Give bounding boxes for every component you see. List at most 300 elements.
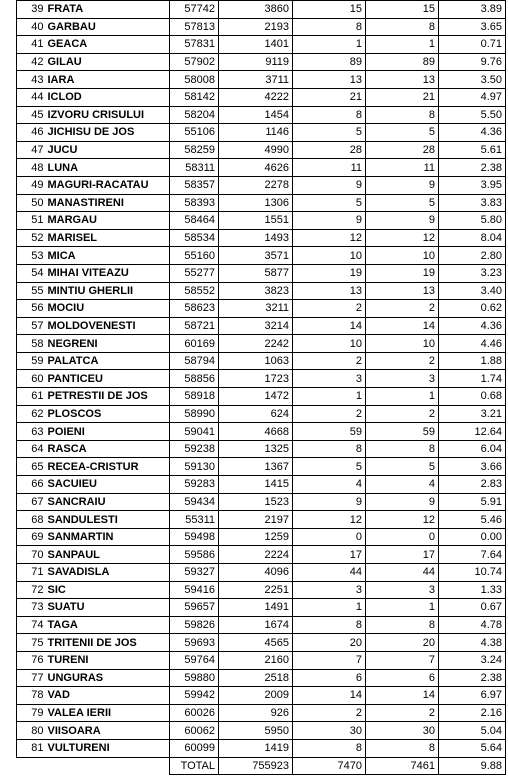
row-number: 61 <box>17 388 46 406</box>
value-a: 8 <box>293 18 366 36</box>
value-b: 30 <box>366 722 439 740</box>
row-number: 43 <box>17 71 46 89</box>
value-a: 6 <box>293 669 366 687</box>
locality-code: 60099 <box>170 739 219 757</box>
value-a: 44 <box>293 564 366 582</box>
locality-name: SANCRAIU <box>46 493 170 511</box>
locality-name: VULTURENI <box>46 739 170 757</box>
table-row <box>17 704 506 722</box>
locality-code: 58552 <box>170 282 219 300</box>
ratio: 1.88 <box>439 352 506 370</box>
row-number: 59 <box>17 352 46 370</box>
locality-code: 59693 <box>170 634 219 652</box>
population: 1367 <box>219 458 293 476</box>
value-b: 3 <box>366 581 439 599</box>
row-number: 39 <box>17 1 46 19</box>
locality-name: SIC <box>46 581 170 599</box>
row-number: 45 <box>17 106 46 124</box>
value-b: 12 <box>366 511 439 529</box>
row-number: 77 <box>17 669 46 687</box>
locality-name: VALEA IERII <box>46 704 170 722</box>
value-b: 9 <box>366 212 439 230</box>
row-number: 53 <box>17 247 46 265</box>
value-a: 1 <box>293 36 366 54</box>
locality-name: RECEA-CRISTUR <box>46 458 170 476</box>
table-row <box>17 317 506 335</box>
table-row <box>17 511 506 529</box>
locality-code: 58311 <box>170 159 219 177</box>
value-a: 12 <box>293 229 366 247</box>
value-b: 0 <box>366 528 439 546</box>
value-a: 2 <box>293 704 366 722</box>
value-b: 14 <box>366 317 439 335</box>
table-row <box>17 352 506 370</box>
locality-code: 57813 <box>170 18 219 36</box>
row-number: 71 <box>17 564 46 582</box>
population: 2193 <box>219 18 293 36</box>
ratio: 2.38 <box>439 159 506 177</box>
value-b: 6 <box>366 669 439 687</box>
value-b: 8 <box>366 739 439 757</box>
locality-code: 58918 <box>170 388 219 406</box>
value-b: 59 <box>366 423 439 441</box>
population: 2278 <box>219 176 293 194</box>
locality-code: 60026 <box>170 704 219 722</box>
value-a: 10 <box>293 335 366 353</box>
value-b: 89 <box>366 53 439 71</box>
locality-name: RASCA <box>46 440 170 458</box>
row-number: 54 <box>17 264 46 282</box>
value-b: 13 <box>366 282 439 300</box>
ratio: 5.61 <box>439 141 506 159</box>
population: 4990 <box>219 141 293 159</box>
ratio: 3.66 <box>439 458 506 476</box>
row-number: 64 <box>17 440 46 458</box>
value-a: 5 <box>293 124 366 142</box>
table-row <box>17 546 506 564</box>
population: 2242 <box>219 335 293 353</box>
row-number: 47 <box>17 141 46 159</box>
population: 9119 <box>219 53 293 71</box>
ratio: 12.64 <box>439 423 506 441</box>
locality-code: 59880 <box>170 669 219 687</box>
value-b: 8 <box>366 440 439 458</box>
value-a: 8 <box>293 106 366 124</box>
locality-code: 59283 <box>170 476 219 494</box>
ratio: 2.38 <box>439 669 506 687</box>
value-a: 13 <box>293 282 366 300</box>
population: 1491 <box>219 599 293 617</box>
total-ratio: 9.88 <box>439 757 506 775</box>
value-b: 2 <box>366 405 439 423</box>
value-b: 13 <box>366 71 439 89</box>
value-b: 8 <box>366 18 439 36</box>
ratio: 5.80 <box>439 212 506 230</box>
row-number: 41 <box>17 36 46 54</box>
locality-name: TAGA <box>46 616 170 634</box>
row-number: 81 <box>17 739 46 757</box>
row-number: 63 <box>17 423 46 441</box>
table-row <box>17 493 506 511</box>
population: 3711 <box>219 71 293 89</box>
locality-name: PETRESTII DE JOS <box>46 388 170 406</box>
ratio: 4.46 <box>439 335 506 353</box>
row-number: 78 <box>17 687 46 705</box>
ratio: 6.97 <box>439 687 506 705</box>
locality-code: 55160 <box>170 247 219 265</box>
locality-code: 58259 <box>170 141 219 159</box>
ratio: 3.40 <box>439 282 506 300</box>
locality-name: MOLDOVENESTI <box>46 317 170 335</box>
value-a: 21 <box>293 88 366 106</box>
value-b: 4 <box>366 476 439 494</box>
locality-code: 59498 <box>170 528 219 546</box>
locality-code: 58990 <box>170 405 219 423</box>
locality-name: MARISEL <box>46 229 170 247</box>
table-row <box>17 194 506 212</box>
value-b: 15 <box>366 1 439 19</box>
table-row <box>17 440 506 458</box>
ratio: 1.33 <box>439 581 506 599</box>
row-number: 74 <box>17 616 46 634</box>
ratio: 2.80 <box>439 247 506 265</box>
locality-code: 59826 <box>170 616 219 634</box>
ratio: 5.46 <box>439 511 506 529</box>
value-b: 3 <box>366 370 439 388</box>
ratio: 5.64 <box>439 739 506 757</box>
value-a: 8 <box>293 440 366 458</box>
row-number: 58 <box>17 335 46 353</box>
locality-name: GARBAU <box>46 18 170 36</box>
ratio: 3.23 <box>439 264 506 282</box>
population: 1523 <box>219 493 293 511</box>
locality-name: NEGRENI <box>46 335 170 353</box>
row-number: 46 <box>17 124 46 142</box>
locality-code: 57742 <box>170 1 219 19</box>
row-number: 65 <box>17 458 46 476</box>
population: 1415 <box>219 476 293 494</box>
population: 1454 <box>219 106 293 124</box>
locality-name: PALATCA <box>46 352 170 370</box>
table-row <box>17 159 506 177</box>
ratio: 0.62 <box>439 300 506 318</box>
value-a: 12 <box>293 511 366 529</box>
table-row <box>17 528 506 546</box>
table-row <box>17 739 506 757</box>
data-table <box>16 0 506 775</box>
value-b: 2 <box>366 300 439 318</box>
ratio: 4.36 <box>439 317 506 335</box>
row-number: 68 <box>17 511 46 529</box>
ratio: 5.91 <box>439 493 506 511</box>
table-row <box>17 599 506 617</box>
locality-name: MANASTIRENI <box>46 194 170 212</box>
table-row <box>17 229 506 247</box>
population: 4668 <box>219 423 293 441</box>
ratio: 6.04 <box>439 440 506 458</box>
locality-name: PLOSCOS <box>46 405 170 423</box>
total-col-b: 7461 <box>366 757 439 775</box>
row-number: 56 <box>17 300 46 318</box>
locality-code: 59327 <box>170 564 219 582</box>
row-number: 51 <box>17 212 46 230</box>
value-a: 89 <box>293 53 366 71</box>
ratio: 9.76 <box>439 53 506 71</box>
value-a: 2 <box>293 405 366 423</box>
locality-name: GILAU <box>46 53 170 71</box>
table-row <box>17 651 506 669</box>
population: 3860 <box>219 1 293 19</box>
value-a: 15 <box>293 1 366 19</box>
population: 1063 <box>219 352 293 370</box>
value-a: 14 <box>293 687 366 705</box>
table-row <box>17 264 506 282</box>
locality-code: 60169 <box>170 335 219 353</box>
value-a: 8 <box>293 739 366 757</box>
value-a: 3 <box>293 370 366 388</box>
locality-code: 59434 <box>170 493 219 511</box>
locality-code: 58357 <box>170 176 219 194</box>
ratio: 4.36 <box>439 124 506 142</box>
locality-code: 57831 <box>170 36 219 54</box>
row-number: 70 <box>17 546 46 564</box>
locality-code: 55277 <box>170 264 219 282</box>
population: 4626 <box>219 159 293 177</box>
row-number: 66 <box>17 476 46 494</box>
table-row <box>17 300 506 318</box>
value-a: 10 <box>293 247 366 265</box>
row-number: 62 <box>17 405 46 423</box>
locality-name: PANTICEU <box>46 370 170 388</box>
ratio: 5.04 <box>439 722 506 740</box>
value-b: 44 <box>366 564 439 582</box>
table-row <box>17 36 506 54</box>
table-row <box>17 370 506 388</box>
value-b: 14 <box>366 687 439 705</box>
locality-name: GEACA <box>46 36 170 54</box>
value-a: 20 <box>293 634 366 652</box>
population: 3211 <box>219 300 293 318</box>
locality-name: JICHISU DE JOS <box>46 124 170 142</box>
value-a: 7 <box>293 651 366 669</box>
row-number: 79 <box>17 704 46 722</box>
locality-name: SUATU <box>46 599 170 617</box>
population: 2009 <box>219 687 293 705</box>
row-number: 60 <box>17 370 46 388</box>
value-a: 2 <box>293 300 366 318</box>
total-label: TOTAL <box>170 757 219 775</box>
locality-code: 55311 <box>170 511 219 529</box>
value-b: 8 <box>366 616 439 634</box>
locality-name: MINTIU GHERLII <box>46 282 170 300</box>
table-row <box>17 247 506 265</box>
locality-code: 59130 <box>170 458 219 476</box>
ratio: 7.64 <box>439 546 506 564</box>
row-number: 80 <box>17 722 46 740</box>
value-a: 9 <box>293 212 366 230</box>
population: 4565 <box>219 634 293 652</box>
value-a: 28 <box>293 141 366 159</box>
row-number: 57 <box>17 317 46 335</box>
population: 3214 <box>219 317 293 335</box>
population: 1325 <box>219 440 293 458</box>
population: 1551 <box>219 212 293 230</box>
row-number: 50 <box>17 194 46 212</box>
value-a: 3 <box>293 581 366 599</box>
table-row <box>17 124 506 142</box>
ratio: 3.21 <box>439 405 506 423</box>
value-a: 30 <box>293 722 366 740</box>
value-a: 19 <box>293 264 366 282</box>
table-row <box>17 581 506 599</box>
table-row <box>17 71 506 89</box>
row-number: 42 <box>17 53 46 71</box>
table-row <box>17 335 506 353</box>
population: 3823 <box>219 282 293 300</box>
locality-name: LUNA <box>46 159 170 177</box>
locality-code: 58534 <box>170 229 219 247</box>
ratio: 3.50 <box>439 71 506 89</box>
population: 1472 <box>219 388 293 406</box>
table-row <box>17 669 506 687</box>
locality-code: 59657 <box>170 599 219 617</box>
ratio: 3.95 <box>439 176 506 194</box>
ratio: 3.89 <box>439 1 506 19</box>
value-b: 1 <box>366 599 439 617</box>
ratio: 2.83 <box>439 476 506 494</box>
locality-name: MICA <box>46 247 170 265</box>
locality-code: 59586 <box>170 546 219 564</box>
ratio: 0.67 <box>439 599 506 617</box>
table-row <box>17 687 506 705</box>
population: 624 <box>219 405 293 423</box>
population: 5877 <box>219 264 293 282</box>
locality-name: MARGAU <box>46 212 170 230</box>
table-row <box>17 18 506 36</box>
locality-name: SAVADISLA <box>46 564 170 582</box>
locality-code: 59238 <box>170 440 219 458</box>
population: 1146 <box>219 124 293 142</box>
value-b: 9 <box>366 493 439 511</box>
ratio: 2.16 <box>439 704 506 722</box>
ratio: 4.97 <box>439 88 506 106</box>
table-row <box>17 634 506 652</box>
value-a: 0 <box>293 528 366 546</box>
value-b: 9 <box>366 176 439 194</box>
table-row <box>17 88 506 106</box>
ratio: 0.00 <box>439 528 506 546</box>
value-a: 4 <box>293 476 366 494</box>
value-a: 13 <box>293 71 366 89</box>
row-number: 73 <box>17 599 46 617</box>
table-row <box>17 405 506 423</box>
row-number: 76 <box>17 651 46 669</box>
value-a: 9 <box>293 176 366 194</box>
value-a: 9 <box>293 493 366 511</box>
value-b: 5 <box>366 124 439 142</box>
table-body <box>17 1 506 758</box>
table-row <box>17 458 506 476</box>
table-row <box>17 616 506 634</box>
population: 1723 <box>219 370 293 388</box>
table-row <box>17 282 506 300</box>
locality-name: TRITENII DE JOS <box>46 634 170 652</box>
locality-code: 55106 <box>170 124 219 142</box>
table-row <box>17 722 506 740</box>
value-b: 21 <box>366 88 439 106</box>
population: 5950 <box>219 722 293 740</box>
value-b: 28 <box>366 141 439 159</box>
value-a: 59 <box>293 423 366 441</box>
locality-code: 59041 <box>170 423 219 441</box>
locality-name: SACUIEU <box>46 476 170 494</box>
value-a: 2 <box>293 352 366 370</box>
locality-name: MOCIU <box>46 300 170 318</box>
locality-code: 58393 <box>170 194 219 212</box>
locality-name: UNGURAS <box>46 669 170 687</box>
value-b: 7 <box>366 651 439 669</box>
value-b: 2 <box>366 704 439 722</box>
ratio: 3.83 <box>439 194 506 212</box>
population: 4096 <box>219 564 293 582</box>
locality-code: 58856 <box>170 370 219 388</box>
value-b: 19 <box>366 264 439 282</box>
locality-name: JUCU <box>46 141 170 159</box>
table-row <box>17 176 506 194</box>
population: 3571 <box>219 247 293 265</box>
ratio: 4.38 <box>439 634 506 652</box>
row-number: 69 <box>17 528 46 546</box>
locality-code: 58142 <box>170 88 219 106</box>
population: 2160 <box>219 651 293 669</box>
locality-name: FRATA <box>46 1 170 19</box>
locality-name: VIISOARA <box>46 722 170 740</box>
locality-code: 58623 <box>170 300 219 318</box>
locality-name: MAGURI-RACATAU <box>46 176 170 194</box>
population: 1306 <box>219 194 293 212</box>
total-population: 755923 <box>219 757 293 775</box>
total-row <box>17 757 506 775</box>
locality-code: 58794 <box>170 352 219 370</box>
row-number: 48 <box>17 159 46 177</box>
row-number: 72 <box>17 581 46 599</box>
table-row <box>17 476 506 494</box>
row-number: 49 <box>17 176 46 194</box>
locality-code: 58204 <box>170 106 219 124</box>
ratio: 10.74 <box>439 564 506 582</box>
ratio: 8.04 <box>439 229 506 247</box>
locality-name: TURENI <box>46 651 170 669</box>
row-number: 44 <box>17 88 46 106</box>
table-row <box>17 212 506 230</box>
locality-code: 59942 <box>170 687 219 705</box>
locality-name: ICLOD <box>46 88 170 106</box>
value-b: 1 <box>366 36 439 54</box>
row-number: 52 <box>17 229 46 247</box>
population: 2518 <box>219 669 293 687</box>
locality-code: 57902 <box>170 53 219 71</box>
value-b: 5 <box>366 194 439 212</box>
ratio: 3.65 <box>439 18 506 36</box>
locality-name: POIENI <box>46 423 170 441</box>
row-number: 55 <box>17 282 46 300</box>
ratio: 5.50 <box>439 106 506 124</box>
total-col-a: 7470 <box>293 757 366 775</box>
table-row <box>17 106 506 124</box>
locality-name: MIHAI VITEAZU <box>46 264 170 282</box>
value-a: 14 <box>293 317 366 335</box>
locality-name: SANPAUL <box>46 546 170 564</box>
